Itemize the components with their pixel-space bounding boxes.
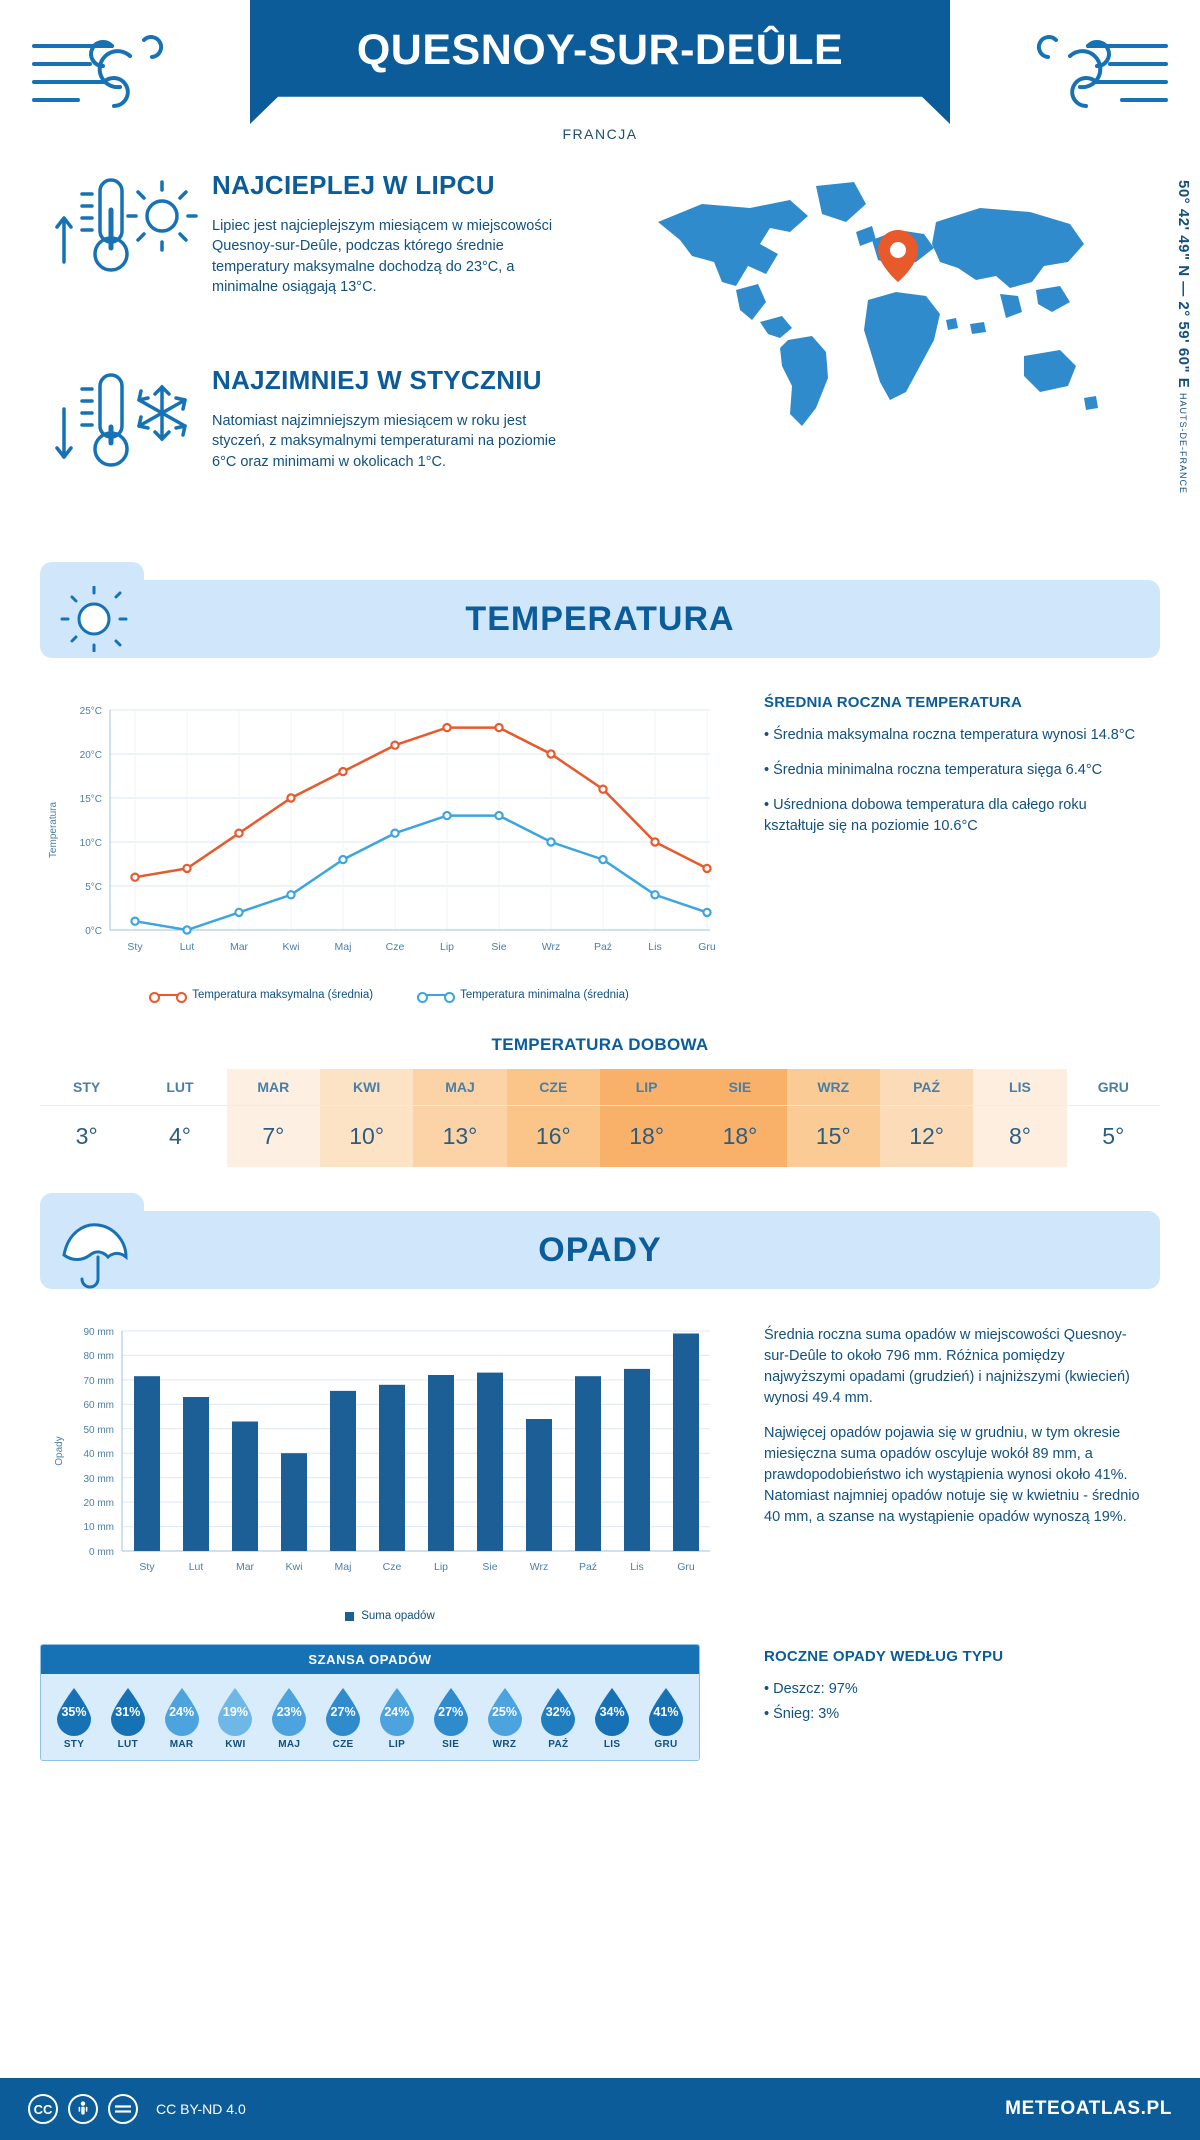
drop-cell-maj [264,1686,314,1750]
td-wrz: 15° [787,1106,880,1168]
svg-text:Wrz: Wrz [529,1561,549,1573]
drop-month-lip: LIP [388,1739,406,1750]
world-map [640,170,1120,510]
drop-month-paz: PAŹ [548,1739,569,1750]
precip-type-rain: • Deszcz: 97% [764,1681,858,1698]
coldest-title: NAJZIMNIEJ W STYCZNIU [212,365,542,395]
svg-text:Cze: Cze [385,941,405,953]
drop-cell-mar [157,1686,207,1750]
svg-text:Kwi: Kwi [285,1561,303,1573]
svg-text:30 mm: 30 mm [83,1474,114,1485]
water-drop-icon [213,1686,257,1736]
drop-month-lis: LIS [603,1739,621,1750]
td-paz: 12° [880,1106,973,1168]
drop-value-maj: 23% [276,1705,302,1719]
region-label: HAUTS-DE-FRANCE [1178,392,1188,494]
precipitation-bar-chart [40,1311,740,1601]
svg-text:Mar: Mar [235,1561,255,1573]
water-drop-icon [375,1686,419,1736]
wind-icon-right [1010,20,1180,121]
precip-paragraph-1: Średnia roczna suma opadów w miejscowości Quesnoy-sur-Deûle to około 796 mm. Różnica pomiędzy najwyższymi opadami (grudzień) i najniższymi (kwiecień) wynosi 49.4 mm. [764,1327,1130,1407]
country-label: FRANCJA [562,126,638,142]
water-drop-icon [267,1686,311,1736]
temperature-section [0,680,1200,1167]
svg-text:Lut: Lut [188,1561,204,1573]
td-sie: 18° [693,1106,786,1168]
svg-text:70 mm: 70 mm [83,1376,114,1387]
drop-value-cze: 27% [330,1705,356,1719]
svg-text:Sty: Sty [127,941,143,953]
license-text: CC BY-ND 4.0 [156,2101,246,2117]
svg-text:Cze: Cze [382,1561,402,1573]
cc-icon: CC [28,2094,58,2124]
water-drop-icon [52,1686,96,1736]
th-wrz: WRZ [787,1069,880,1106]
svg-text:Sie: Sie [491,941,507,953]
svg-text:25°C: 25°C [79,706,102,717]
precipitation-chart [40,1311,740,1761]
coordinates [1175,180,1192,494]
td-lip: 18° [600,1106,693,1168]
legend-item-precip [345,1610,435,1622]
brand-name: METEOATLAS.PL [1005,2098,1172,2119]
th-paz: PAŹ [880,1069,973,1106]
precipitation-section [0,1311,1200,1761]
legend-swatch-max [151,994,185,996]
water-drop-icon [644,1686,688,1736]
drop-month-lut: LUT [117,1739,138,1750]
temperature-summary [764,680,1144,1001]
svg-text:Temperatura: Temperatura [48,801,59,859]
drop-cell-cze [318,1686,368,1750]
drop-month-mar: MAR [169,1739,194,1750]
svg-text:Gru: Gru [698,941,716,953]
temperature-banner [40,580,1160,658]
drop-value-lis: 34% [599,1705,625,1719]
svg-text:50 mm: 50 mm [83,1425,114,1436]
drop-cell-lut [103,1686,153,1750]
svg-text:20°C: 20°C [79,750,102,761]
th-lip: LIP [600,1069,693,1106]
precip-chance-title: SZANSA OPADÓW [41,1645,699,1674]
td-lut: 4° [168,1123,191,1149]
sun-icon [58,586,130,657]
warmest-text: Lipiec jest najcieplejszym miesiącem w miejscowości Quesnoy-sur-Deûle, podczas którego średnie temperatury maksymalne dochodzą do 23°C, a minimalne osiągają 13°C. [212,217,553,296]
precip-type-snow: • Śnieg: 3% [764,1706,840,1723]
drop-value-mar: 24% [169,1705,195,1719]
svg-text:Gru: Gru [677,1561,695,1573]
map-marker [878,230,918,282]
drop-value-sty: 35% [61,1705,87,1719]
water-drop-icon [590,1686,634,1736]
td-kwi: 10° [320,1106,413,1168]
drop-value-sie: 27% [438,1705,464,1719]
license-block [28,2094,246,2124]
drop-month-sie: SIE [442,1739,460,1750]
drop-value-gru: 41% [653,1705,679,1719]
svg-text:Sie: Sie [482,1561,498,1573]
water-drop-icon [483,1686,527,1736]
drop-value-wrz: 25% [491,1705,518,1719]
svg-text:Mar: Mar [229,941,249,953]
svg-text:Paź: Paź [593,941,613,953]
svg-text:Lip: Lip [433,1561,449,1573]
legend-label-min: Temperatura minimalna (średnia) [460,989,629,1001]
svg-text:Opady: Opady [54,1436,65,1466]
svg-text:0 mm: 0 mm [89,1547,114,1558]
precipitation-legend [40,1610,740,1622]
svg-text:10°C: 10°C [79,838,102,849]
svg-text:60 mm: 60 mm [83,1400,114,1411]
water-drop-icon [106,1686,150,1736]
svg-text:Paź: Paź [578,1561,598,1573]
coldest-text: Natomiast najzimniejszym miesiącem w roku jest styczeń, z maksymalnymi temperaturami na poziomie 6°C oraz minimami w okolicach 1°C. [212,412,557,470]
svg-text:10 mm: 10 mm [83,1522,114,1533]
drop-cell-sie [426,1686,476,1750]
water-drop-icon [536,1686,580,1736]
temperature-line-chart [40,680,740,980]
td-lis: 8° [973,1106,1066,1168]
water-drop-icon [321,1686,365,1736]
annual-temp-bullet-3: • Uśredniona dobowa temperatura dla całego roku kształtuje się na poziomie 10.6°C [764,797,1087,835]
drop-month-sty: STY [63,1739,85,1750]
drop-value-paz: 32% [545,1705,571,1719]
svg-text:40 mm: 40 mm [83,1449,114,1460]
annual-temp-bullet-2: • Średnia minimalna roczna temperatura sięga 6.4°C [764,762,1103,779]
drop-month-cze: CZE [332,1739,354,1750]
svg-text:Lut: Lut [179,941,195,953]
svg-text:90 mm: 90 mm [83,1327,114,1338]
th-cze: CZE [507,1069,600,1106]
th-kwi: KWI [320,1069,413,1106]
td-maj: 13° [413,1106,506,1168]
drop-month-maj: MAJ [278,1739,301,1750]
svg-text:Kwi: Kwi [282,941,300,953]
drop-month-kwi: KWI [225,1739,246,1750]
legend-item-min [419,989,629,1001]
th-lut: LUT [133,1069,226,1106]
temperature-chart [40,680,740,1001]
svg-text:15°C: 15°C [79,794,102,805]
drop-cell-lip [372,1686,422,1750]
coordinates-value: 50° 42' 49" N — 2° 59' 60" E [1175,180,1192,389]
precipitation-banner [40,1211,1160,1289]
drop-month-wrz: WRZ [492,1739,517,1750]
table-header-row [40,1069,1160,1106]
temperature-title: TEMPERATURA [465,600,735,638]
by-icon [68,2094,98,2124]
drop-cell-wrz [480,1686,530,1750]
intro-section [0,160,1200,580]
th-gru: GRU [1067,1069,1160,1106]
nd-icon [108,2094,138,2124]
precip-chance-panel [40,1644,700,1761]
svg-text:Maj: Maj [334,941,352,953]
drop-value-lip: 24% [384,1705,410,1719]
precip-types-heading: ROCZNE OPADY WEDŁUG TYPU [764,1648,1004,1666]
th-mar: MAR [227,1069,320,1106]
legend-swatch-min [419,994,453,996]
th-maj: MAJ [413,1069,506,1106]
drop-cell-paz [533,1686,583,1750]
temperature-legend [40,989,740,1001]
drop-month-gru: GRU [654,1739,678,1750]
th-sty: STY [40,1069,133,1106]
water-drop-icon [429,1686,473,1736]
thermometer-cold-icon [52,365,202,480]
drop-cell-kwi [210,1686,260,1750]
svg-text:5°C: 5°C [85,882,102,893]
legend-swatch-precip [345,1612,354,1621]
annual-temp-heading: ŚREDNIA ROCZNA TEMPERATURA [764,694,1022,711]
th-lis: LIS [973,1069,1066,1106]
table-row [40,1106,1160,1168]
drop-value-kwi: 19% [222,1705,248,1719]
svg-text:20 mm: 20 mm [83,1498,114,1509]
legend-label-max: Temperatura maksymalna (średnia) [192,989,374,1001]
td-gru: 5° [1102,1123,1125,1149]
precipitation-title: OPADY [538,1231,662,1269]
drop-cell-sty [49,1686,99,1750]
thermometer-hot-icon [52,170,202,285]
page-title: QUESNOY-SUR-DEÛLE [356,26,844,74]
wind-icon-left [20,20,190,121]
svg-text:Lip: Lip [439,941,455,953]
td-cze: 16° [507,1106,600,1168]
annual-temp-bullet-1: • Średnia maksymalna roczna temperatura wynosi 14.8°C [764,727,1136,743]
drop-cell-lis [587,1686,637,1750]
page-header [0,0,1200,160]
umbrella-icon [58,1217,132,1296]
td-sty: 3° [75,1123,98,1149]
warmest-month-block [52,170,572,312]
svg-text:Lis: Lis [648,941,662,953]
legend-label-precip: Suma opadów [361,1610,435,1622]
svg-text:80 mm: 80 mm [83,1351,114,1362]
svg-text:Wrz: Wrz [541,941,561,953]
water-drop-icon [160,1686,204,1736]
drop-cell-gru [641,1686,691,1750]
warmest-title: NAJCIEPLEJ W LIPCU [212,170,495,200]
precip-chance-row [41,1674,699,1760]
svg-text:Lis: Lis [630,1561,644,1573]
svg-text:0°C: 0°C [85,926,102,937]
svg-text:Maj: Maj [334,1561,352,1573]
drop-value-lut: 31% [115,1705,141,1719]
svg-text:Sty: Sty [139,1561,155,1573]
daily-temp-title: TEMPERATURA DOBOWA [491,1035,709,1054]
coldest-month-block [52,365,572,487]
precipitation-summary [764,1311,1144,1761]
legend-item-max [151,989,373,1001]
td-mar: 7° [227,1106,320,1168]
precip-paragraph-2: Najwięcej opadów pojawia się w grudniu, w tym okresie miesięczna suma opadów oscyluje wokół 89 mm, a prawdopodobieństwo ich wystąpienia wynosi około 41%. Natomiast najmniej opadów notuje się w kwietniu - średnio 40 mm, a szanse na wystąpienie opadów wynoszą 19%. [764,1425,1140,1526]
daily-temperature-table [40,1069,1160,1167]
th-sie: SIE [693,1069,786,1106]
page-footer [0,2078,1200,2140]
